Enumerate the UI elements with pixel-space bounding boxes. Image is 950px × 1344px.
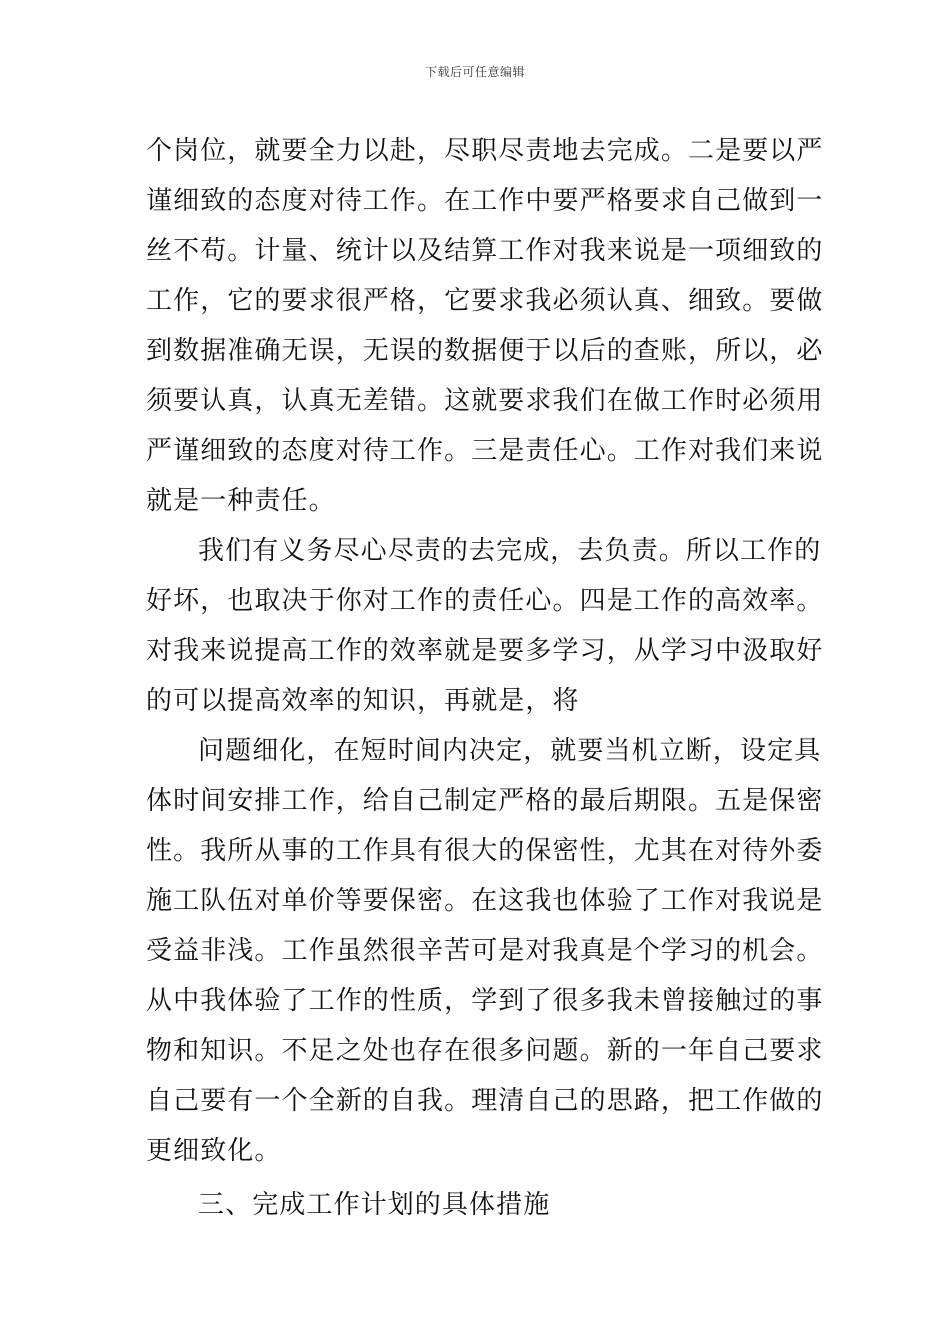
page-header: 下载后可任意编辑 <box>424 65 525 79</box>
text-line: 自己要有一个全新的自我。理清自己的思路，把工作做的 <box>146 1086 824 1116</box>
text-line: 性。我所从事的工作具有很大的保密性，尤其在对待外委 <box>146 836 824 866</box>
text-line: 的可以提高效率的知识，再就是，将 <box>146 686 580 716</box>
text-line: 体时间安排工作，给自己制定严格的最后期限。五是保密 <box>146 786 824 816</box>
text-line: 到数据准确无误，无误的数据便于以后的查账，所以，必 <box>146 336 824 366</box>
paragraph-first-line: 问题细化，在短时间内决定，就要当机立断，设定具 <box>198 736 822 766</box>
text-line: 就是一种责任。 <box>146 486 336 516</box>
text-line: 物和知识。不足之处也存在很多问题。新的一年自己要求 <box>146 1036 824 1066</box>
text-line: 受益非浅。工作虽然很辛苦可是对我真是个学习的机会。 <box>146 936 824 966</box>
text-line: 工作，它的要求很严格，它要求我必须认真、细致。要做 <box>146 286 824 316</box>
text-line: 个岗位，就要全力以赴，尽职尽责地去完成。二是要以严 <box>146 136 824 166</box>
text-line: 对我来说提高工作的效率就是要多学习，从学习中汲取好 <box>146 636 824 666</box>
document-body <box>146 126 824 1230</box>
text-line: 施工队伍对单价等要保密。在这我也体验了工作对我说是 <box>146 886 824 916</box>
text-line: 谨细致的态度对待工作。在工作中要严格要求自己做到一 <box>146 186 824 216</box>
section-heading: 三、完成工作计划的具体措施 <box>198 1190 551 1220</box>
text-line: 须要认真，认真无差错。这就要求我们在做工作时必须用 <box>146 386 824 416</box>
text-line: 好坏，也取决于你对工作的责任心。四是工作的高效率。 <box>146 586 824 616</box>
text-line: 严谨细致的态度对待工作。三是责任心。工作对我们来说 <box>146 436 824 466</box>
paragraph-first-line: 我们有义务尽心尽责的去完成，去负责。所以工作的 <box>198 536 822 566</box>
text-line: 丝不苟。计量、统计以及结算工作对我来说是一项细致的 <box>146 236 824 266</box>
text-line: 更细致化。 <box>146 1136 282 1166</box>
text-line: 从中我体验了工作的性质，学到了很多我未曾接触过的事 <box>146 986 824 1016</box>
